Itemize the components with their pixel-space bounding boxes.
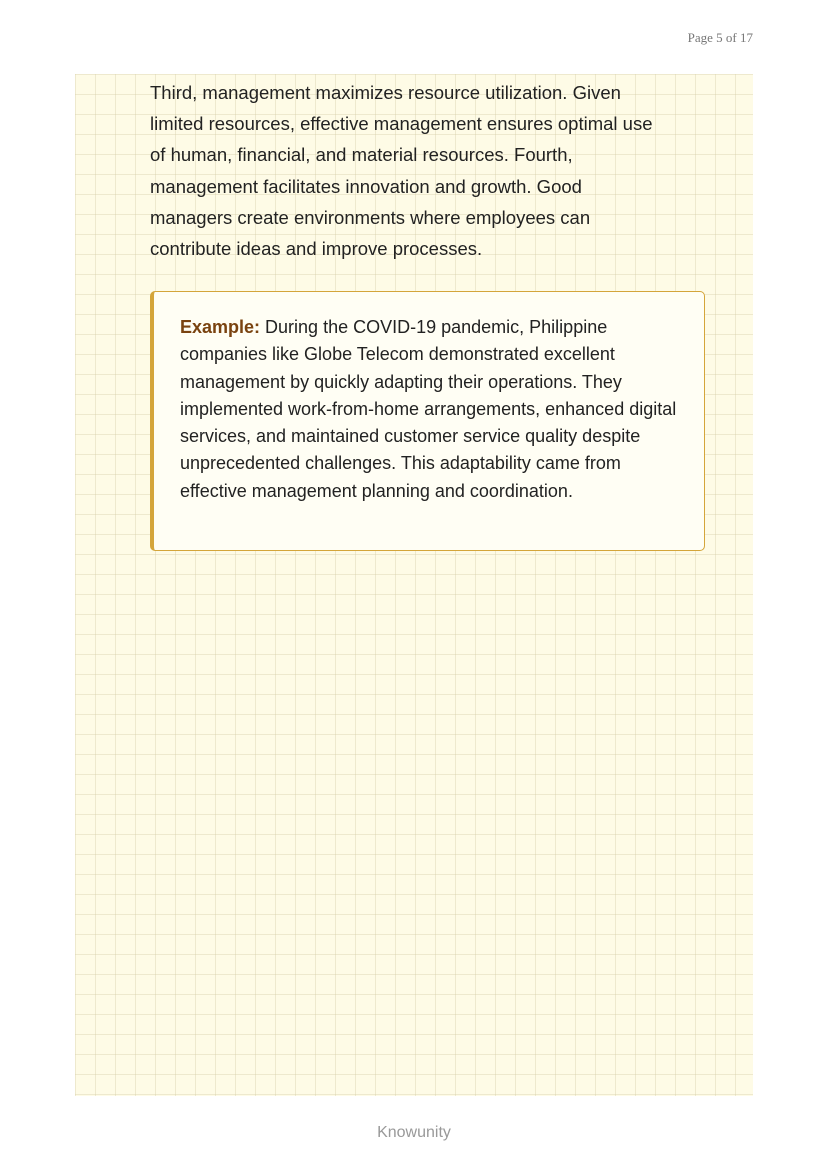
body-paragraph: Third, management maximizes resource utilization. Given limited resources, effective management ensures optimal use of human, financial, and material resources. Fourth, management facilitates innovation and growth. Good managers create environments where employees can contribute ideas and improve processes. — [150, 82, 653, 260]
example-callout-box — [150, 291, 705, 551]
example-body: During the COVID-19 pandemic, Philippine companies like Globe Telecom demonstrated excellent management by quickly adapting their operations. They implemented work-from-home arrangements, enhanced digital services, and maintained customer service quality despite unprecedented challenges. This adaptability came from effective management planning and coordination. — [180, 317, 677, 501]
page-number: Page 5 of 17 — [687, 30, 753, 45]
grid-paper-page — [75, 74, 753, 1096]
example-text-block — [180, 314, 678, 505]
footer-brand: Knowunity — [377, 1124, 451, 1141]
example-label: Example: — [180, 317, 261, 337]
